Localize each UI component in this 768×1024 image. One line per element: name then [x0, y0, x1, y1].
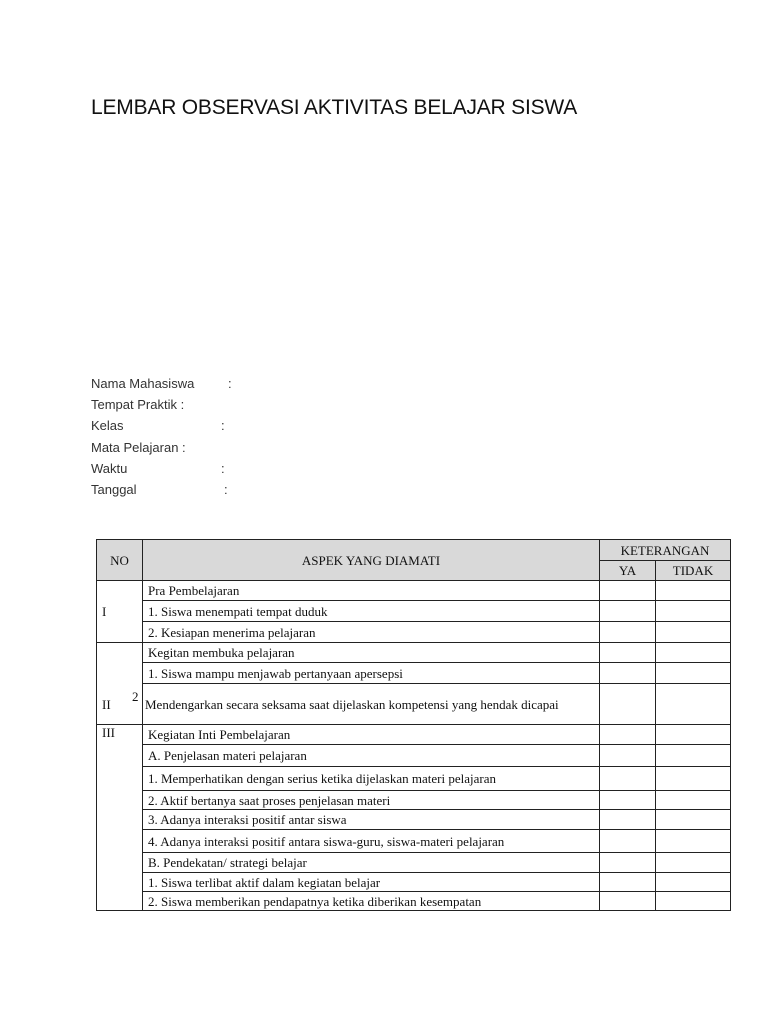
ya-cell[interactable]: [600, 830, 656, 853]
table-row: [97, 601, 731, 622]
tidak-cell[interactable]: [656, 684, 731, 725]
field-colon: :: [228, 376, 232, 391]
header-ya: YA: [600, 561, 656, 581]
ya-cell[interactable]: [600, 892, 656, 911]
item-number: 2: [132, 689, 139, 704]
tidak-cell[interactable]: [656, 853, 731, 873]
subsection-heading: A. Penjelasan materi pelajaran: [143, 745, 600, 767]
tidak-cell[interactable]: [656, 830, 731, 853]
tidak-cell[interactable]: [656, 663, 731, 684]
ya-cell[interactable]: [600, 622, 656, 643]
table-row: [97, 643, 731, 663]
observation-table: [96, 539, 731, 911]
ya-cell[interactable]: [600, 581, 656, 601]
identity-fields: [91, 376, 232, 503]
aspect-item: 1. Siswa mampu menjawab pertanyaan apersepsi: [143, 663, 600, 684]
table-row: [97, 873, 731, 892]
field-nama-mahasiswa: [91, 376, 232, 397]
aspect-item: 4. Adanya interaksi positif antara siswa-guru, siswa-materi pelajaran: [143, 830, 600, 853]
tidak-cell[interactable]: [656, 622, 731, 643]
section-heading: Pra Pembelajaran: [143, 581, 600, 601]
tidak-cell[interactable]: [656, 892, 731, 911]
tidak-cell[interactable]: [656, 601, 731, 622]
section-number-label: II: [102, 697, 111, 712]
aspect-item: 1. Siswa menempati tempat duduk: [143, 601, 600, 622]
table-row: [97, 581, 731, 601]
section-number: I: [97, 581, 143, 643]
field-label: Mata Pelajaran :: [91, 439, 186, 455]
aspect-item: 1. Memperhatikan dengan serius ketika dijelaskan materi pelajaran: [143, 767, 600, 791]
table-row: [97, 725, 731, 745]
item-text: Mendengarkan secara seksama saat dijelaskan kompetensi yang hendak dicapai: [145, 696, 559, 712]
tidak-cell[interactable]: [656, 725, 731, 745]
tidak-cell[interactable]: [656, 873, 731, 892]
field-waktu: [91, 460, 225, 482]
table-row: [97, 622, 731, 643]
table-row: [97, 853, 731, 873]
ya-cell[interactable]: [600, 767, 656, 791]
table-row: [97, 745, 731, 767]
aspect-item: 2. Siswa memberikan pendapatnya ketika diberikan kesempatan: [143, 892, 600, 911]
tidak-cell[interactable]: [656, 581, 731, 601]
field-label: Kelas: [91, 418, 124, 434]
table-row: [97, 830, 731, 853]
field-label: Nama Mahasiswa: [91, 376, 195, 391]
tidak-cell[interactable]: [656, 810, 731, 830]
table-row: [97, 892, 731, 911]
header-aspect: ASPEK YANG DIAMATI: [143, 540, 600, 581]
ya-cell[interactable]: [600, 663, 656, 684]
ya-cell[interactable]: [600, 791, 656, 810]
table-row: [97, 810, 731, 830]
ya-cell[interactable]: [600, 810, 656, 830]
ya-cell[interactable]: [600, 725, 656, 745]
ya-cell[interactable]: [600, 684, 656, 725]
document-title: LEMBAR OBSERVASI AKTIVITAS BELAJAR SISWA: [91, 96, 578, 119]
section-heading: Kegitan membuka pelajaran: [143, 643, 600, 663]
table-row: [97, 684, 731, 725]
table-row: [97, 791, 731, 810]
field-colon: :: [221, 418, 225, 434]
field-tempat-praktik: [91, 397, 194, 418]
field-label: Waktu: [91, 460, 128, 476]
field-tanggal: [91, 481, 228, 503]
aspect-item: 1. Siswa terlibat aktif dalam kegiatan belajar: [143, 873, 600, 892]
ya-cell[interactable]: [600, 643, 656, 663]
section-heading: Kegiatan Inti Pembelajaran: [143, 725, 600, 745]
aspect-item: 3. Adanya interaksi positif antar siswa: [143, 810, 600, 830]
field-colon: :: [224, 481, 228, 497]
section-number: [97, 643, 143, 725]
aspect-item: 2. Kesiapan menerima pelajaran: [143, 622, 600, 643]
header-no: NO: [97, 540, 143, 581]
tidak-cell[interactable]: [656, 643, 731, 663]
ya-cell[interactable]: [600, 873, 656, 892]
section-number: III: [97, 725, 143, 911]
ya-cell[interactable]: [600, 601, 656, 622]
aspect-item: [132, 684, 600, 725]
field-kelas: [91, 418, 225, 439]
field-label: Tanggal: [91, 481, 137, 497]
tidak-cell[interactable]: [656, 745, 731, 767]
field-label: Tempat Praktik :: [91, 397, 185, 413]
field-colon: :: [221, 460, 225, 476]
tidak-cell[interactable]: [656, 791, 731, 810]
ya-cell[interactable]: [600, 745, 656, 767]
header-keterangan: KETERANGAN: [600, 540, 731, 561]
table-row: [97, 663, 731, 684]
tidak-cell[interactable]: [656, 767, 731, 791]
ya-cell[interactable]: [600, 853, 656, 873]
field-mata-pelajaran: [91, 440, 194, 461]
subsection-heading: B. Pendekatan/ strategi belajar: [143, 853, 600, 873]
aspect-item: 2. Aktif bertanya saat proses penjelasan materi: [143, 791, 600, 810]
header-tidak: TIDAK: [656, 561, 731, 581]
table-row: [97, 767, 731, 791]
